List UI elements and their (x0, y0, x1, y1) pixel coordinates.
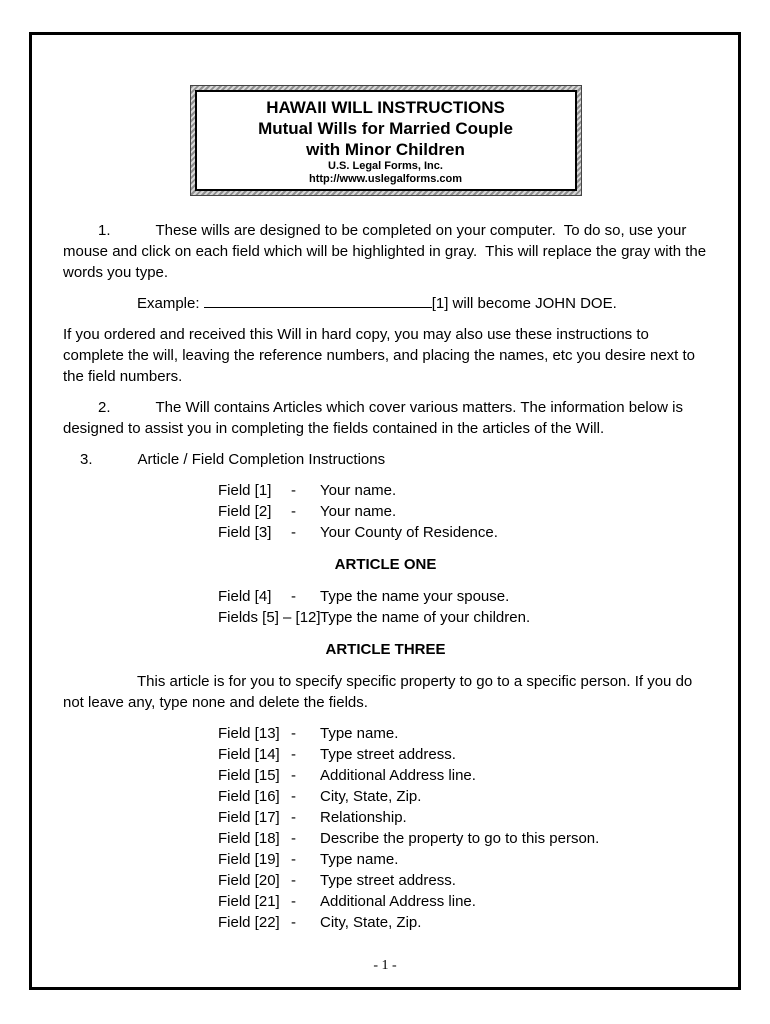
field-row (218, 501, 708, 522)
field-row (218, 891, 708, 912)
field-row (218, 723, 708, 744)
doc-title-org: U.S. Legal Forms, Inc. (328, 160, 443, 172)
field-desc: Additional Address line. (320, 893, 476, 910)
field-desc: Your name. (320, 482, 397, 499)
field-row (218, 849, 708, 870)
hardcopy-paragraph: If you ordered and received this Will in hard copy, you may also use these instructions to complete the will, leaving the reference numbers, and placing the names, etc you desire next to the field numbers. (63, 326, 700, 385)
field-dash: - (291, 482, 296, 499)
general-field-list (63, 480, 708, 543)
field-desc: Your County of Residence. (320, 524, 498, 541)
field-desc: City, State, Zip. (320, 788, 422, 805)
field-dash: - (291, 503, 296, 520)
doc-title-line-2: Mutual Wills for Married Couple (258, 119, 513, 138)
page-number: - 1 - (373, 958, 397, 973)
doc-title-line-3: with Minor Children (306, 140, 465, 159)
field-row (218, 480, 708, 501)
field-label: Field [3] (218, 524, 272, 541)
field-label: Fields [5] – [12] (218, 609, 321, 626)
field-desc: Type name. (320, 725, 399, 742)
field-label: Field [20] (218, 872, 280, 889)
field-label: Field [4] (218, 588, 272, 605)
item-3-text: Article / Field Completion Instructions (137, 451, 386, 468)
field-dash: - (291, 914, 296, 931)
example-blank-underline (204, 295, 432, 308)
field-dash: - (291, 872, 296, 889)
field-dash: - (291, 851, 296, 868)
title-box-frame (190, 85, 582, 196)
field-row (218, 607, 708, 628)
field-label: Field [19] (218, 851, 280, 868)
field-dash: - (291, 893, 296, 910)
field-row (218, 744, 708, 765)
field-dash: - (291, 588, 296, 605)
article-one-heading: ARTICLE ONE (334, 556, 437, 573)
document-page (29, 32, 741, 990)
item-1-text: These wills are designed to be completed on your computer. To do so, use your mouse and click on each field which will be highlighted in gray. This will replace the gray with the words you type. (63, 222, 711, 281)
field-label: Field [2] (218, 503, 272, 520)
field-dash: - (291, 830, 296, 847)
field-dash: - (291, 788, 296, 805)
field-dash: - (291, 524, 296, 541)
field-dash: - (291, 809, 296, 826)
field-label: Field [17] (218, 809, 280, 826)
field-row (218, 586, 708, 607)
item-1-number: 1. (98, 222, 111, 239)
title-box (195, 90, 577, 191)
field-row (218, 786, 708, 807)
example-label: Example: (137, 295, 200, 312)
field-desc: Relationship. (320, 809, 407, 826)
instruction-item-2 (63, 397, 708, 439)
field-row (218, 870, 708, 891)
item-2-number: 2. (98, 399, 111, 416)
field-label: Field [18] (218, 830, 280, 847)
field-row (218, 912, 708, 933)
item-2-text: The Will contains Articles which cover various matters. The information below is designed to assist you in completing the fields contained in the articles of the Will. (63, 399, 688, 437)
field-dash: - (291, 767, 296, 784)
field-row (218, 765, 708, 786)
field-desc: Type street address. (320, 746, 456, 763)
doc-title-url: http://www.uslegalforms.com (309, 173, 462, 185)
field-desc: Your name. (320, 503, 397, 520)
field-label: Field [1] (218, 482, 272, 499)
field-desc: City, State, Zip. (320, 914, 422, 931)
instruction-item-3 (63, 449, 708, 470)
field-desc: Describe the property to go to this person. (320, 830, 600, 847)
field-dash (291, 607, 320, 628)
field-dash: - (291, 725, 296, 742)
field-desc: Additional Address line. (320, 767, 476, 784)
field-row (218, 522, 708, 543)
article-three-heading: ARTICLE THREE (325, 641, 446, 658)
field-label: Field [15] (218, 767, 280, 784)
article-three-field-list (63, 723, 708, 933)
article-three-intro: This article is for you to specify specific property to go to a specific person. If you do not leave any, type none and delete the fields. (63, 673, 697, 711)
example-line (137, 293, 708, 314)
field-row (218, 807, 708, 828)
field-label: Field [16] (218, 788, 280, 805)
item-3-number: 3. (80, 451, 93, 468)
field-desc: Type the name your spouse. (320, 588, 510, 605)
doc-title-line-1: HAWAII WILL INSTRUCTIONS (266, 98, 505, 117)
field-desc: Type name. (320, 851, 399, 868)
field-label: Field [21] (218, 893, 280, 910)
field-dash: - (291, 746, 296, 763)
example-suffix: [1] will become JOHN DOE. (431, 295, 617, 312)
instruction-item-1 (63, 220, 711, 283)
field-desc: Type street address. (320, 872, 456, 889)
field-desc: Type the name of your children. (320, 609, 531, 626)
article-one-field-list (63, 586, 708, 628)
field-label: Field [22] (218, 914, 280, 931)
field-row (218, 828, 708, 849)
field-label: Field [14] (218, 746, 280, 763)
field-label: Field [13] (218, 725, 280, 742)
